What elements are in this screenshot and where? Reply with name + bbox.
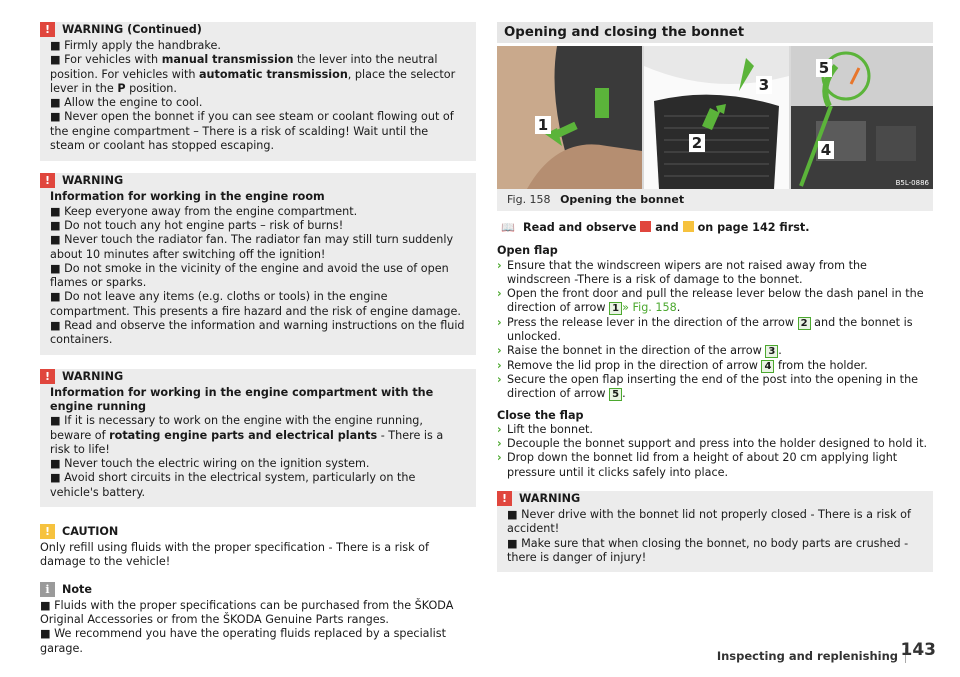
chevron-right-icon: › (497, 358, 502, 372)
warning-title: WARNING (Continued) (62, 23, 202, 36)
warning-item: ■ Read and observe the information and warning instructions on the fluid containers. (50, 319, 465, 347)
arrow-label-1 (535, 116, 551, 134)
warning-icon: ! (40, 369, 55, 384)
chevron-right-icon: › (497, 258, 502, 272)
warning-item: ■ Do not touch any hot engine parts – risk of burns! (50, 218, 344, 232)
warning-icon: ! (497, 491, 512, 506)
info-icon: i (40, 582, 55, 597)
step: › Lift the bonnet. (497, 422, 593, 436)
chevron-right-icon: › (497, 451, 502, 465)
warning-closing-box (497, 491, 933, 572)
open-flap-heading: Open flap (497, 244, 558, 258)
warning-title: WARNING (62, 369, 124, 383)
chevron-right-icon: › (497, 437, 502, 451)
read-and-observe: 📖 Read and observe and on page 142 first. (501, 221, 810, 234)
figure-title: Opening the bonnet (560, 193, 685, 206)
caution-text: Only refill using fluids with the proper specification - There is a risk of damage to the vehicle! (40, 541, 429, 569)
warning-title: WARNING (519, 492, 581, 506)
page-number: 143 (900, 640, 936, 660)
chevron-right-icon: › (497, 372, 502, 386)
section-title: Opening and closing the bonnet (497, 22, 933, 43)
footer-chapter-title: Inspecting and replenishing (716, 649, 898, 663)
caution-block (40, 524, 476, 570)
step: › Raise the bonnet in the direction of the arrow 3 . (497, 344, 782, 358)
arrow-label-2 (689, 134, 705, 152)
book-icon: 📖 (501, 221, 515, 234)
warning-engine-running-box (40, 369, 476, 507)
left-column (40, 22, 476, 656)
step: › Drop down the bonnet lid from a height of about 20 cm applying light pressure until it clicks safely into place. (497, 451, 898, 479)
figure-158 (497, 46, 933, 189)
figure-link[interactable]: » Fig. 158 (622, 301, 677, 315)
interior-lever-image (497, 46, 642, 189)
caution-title: CAUTION (62, 525, 119, 539)
close-flap-heading: Close the flap (497, 408, 584, 422)
note-item: ■ Fluids with the proper specifications can be purchased from the ŠKODA Original Accessories or from the ŠKODA Genuine Parts ranges. (40, 598, 454, 626)
warning-subtitle: Information for working in the engine room (50, 190, 325, 204)
warning-item: ■ Never touch the radiator fan. The radiator fan may still turn suddenly about 10 minutes after switching off the ignition! (50, 233, 454, 261)
svg-text:3: 3 (758, 76, 770, 94)
arrow-label-5 (816, 59, 832, 77)
caution-icon: ! (40, 524, 55, 539)
warning-item: ■ Keep everyone away from the engine compartment. (50, 204, 358, 218)
figure-caption (497, 189, 933, 211)
note-item: ■ We recommend you have the operating fluids replaced by a specialist garage. (40, 627, 446, 655)
warning-item: ■ Avoid short circuits in the electrical system, particularly on the vehicle's battery. (50, 471, 416, 499)
chevron-right-icon: › (497, 315, 502, 329)
caution-square-icon (683, 221, 694, 232)
step: › Decouple the bonnet support and press into the holder designed to hold it. (497, 437, 928, 451)
step: › Open the front door and pull the release lever below the dash panel in the direction of arrow 1 » Fig. 158. (497, 287, 924, 315)
chevron-right-icon: › (497, 344, 502, 358)
warning-continued-box (40, 22, 476, 161)
warning-icon: ! (40, 22, 55, 37)
note-title: Note (62, 582, 92, 596)
chevron-right-icon: › (497, 422, 502, 436)
chevron-right-icon: › (497, 287, 502, 301)
step: › Remove the lid prop in the direction of arrow 4 from the holder. (497, 358, 868, 372)
arrow-label-4 (818, 141, 834, 159)
warning-icon: ! (40, 173, 55, 188)
warning-subtitle: Information for working in the engine compartment with the engine running (50, 385, 434, 413)
warning-title: WARNING (62, 174, 124, 188)
svg-text:5: 5 (818, 59, 830, 77)
warning-engine-room-box (40, 173, 476, 354)
right-column (497, 22, 933, 584)
step: › Ensure that the windscreen wipers are not raised away from the windscreen -There is a risk of damage to the bonnet. (497, 258, 867, 286)
engine-bay-prop-image (791, 46, 933, 189)
svg-text:4: 4 (820, 141, 832, 159)
figure-number: Fig. 158 (507, 193, 551, 206)
warning-item: ■ If it is necessary to work on the engine with the engine running, beware of rotating engine parts and electrical plants - There is a risk to life! (50, 414, 444, 456)
step: › Secure the open flap inserting the end of the post into the opening in the direction of arrow 5 . (497, 372, 919, 401)
note-block (40, 582, 476, 656)
svg-text:1: 1 (537, 116, 549, 134)
grille-release-image (644, 46, 789, 189)
warning-item: ■ Make sure that when closing the bonnet, no body parts are crushed - there is danger of injury! (507, 536, 909, 564)
warning-item: ■ Do not leave any items (e.g. cloths or tools) in the engine compartment. This presents a fire hazard and the risk of engine damage. (50, 290, 461, 318)
warning-item: ■ Do not smoke in the vicinity of the engine and avoid the use of open flames or sparks. (50, 261, 449, 290)
figure-code: B5L-0886 (895, 179, 929, 187)
arrow-label-3 (756, 76, 772, 94)
svg-text:2: 2 (691, 134, 703, 152)
warning-item: ■ Never drive with the bonnet lid not properly closed - There is a risk of accident! (507, 508, 911, 536)
warning-text: ■ Firmly apply the handbrake. ■ For vehicles with manual transmission the lever into the neutral position. For vehicles with automatic transmission, place the selector lever in the P position. ■ Allow the engine to cool. ■ Never open the bonnet if you can see steam or coolant flowing out of the engine compartment – There is a risk of scalding! Wait until the steam or coolant has stopped escaping. (50, 39, 456, 153)
step: › Press the release lever in the direction of the arrow 2 and the bonnet is unlocked. (497, 315, 913, 344)
warning-square-icon (640, 221, 651, 232)
warning-item: ■ Never touch the electric wiring on the ignition system. (50, 457, 370, 471)
